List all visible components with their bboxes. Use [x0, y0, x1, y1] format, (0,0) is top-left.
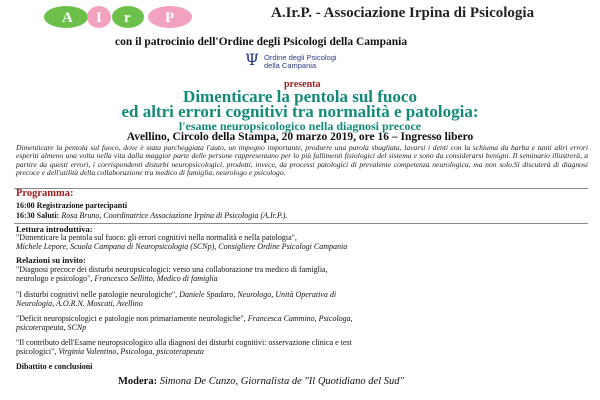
relazione-3-title: "Deficit neuropsicologici e patologie non primariamente neurologiche", [16, 314, 246, 323]
divider [14, 223, 588, 224]
ordine-logo-line1: Ordine degli Psicologi [264, 53, 337, 62]
ordine-psi-icon: Ψ [245, 50, 260, 69]
relazione-2-line1 [16, 290, 336, 299]
relazione-4-line2 [16, 347, 204, 356]
moderatore-name: Simona De Cunzo, Giornalista de "Il Quotidiano del Sud" [159, 376, 404, 387]
programma-item-registrazione: 16:00 Registrazione partecipanti [16, 201, 128, 210]
relazione-2-title: "I disturbi cognitivi nelle patologie neurologiche", [16, 290, 178, 299]
relazione-3-speaker-b: psicoterapeuta, SCNp [16, 323, 87, 332]
relazione-1-speaker: Francesco Sellitto, Medico di famiglia [94, 274, 218, 283]
ordine-logo-text [264, 54, 337, 69]
moderatore-label: Modera: [118, 376, 158, 387]
dibattito-label: Dibattito e conclusioni [16, 362, 93, 371]
event-intro-text: Dimenticare la pentola sul fuoco, dove è stata parcheggiata l'auto, un impegno importante, produrre una parola sbagliata, lavarsi i denti con la schiuma da barba e tanti altri errori esperiti almeno una volta nella vita dalla maggior parte delle persone rappresentano per lo più fallimenti fisiologici del sistema e sono da considerarsi benigni. Il seminario illustrerà, a partire da questi errori, i corrispondenti disturbi neuropsicologici, prodotti, invece, da processi patologici di prevalente competenza neurologica, ma non solo.Si discuterà di diagnosi precoce e dell'utilità della collaborazione tra medico di famiglia, neurologo e psicologo. [16, 143, 588, 177]
relazione-3-line1 [16, 314, 353, 323]
lettura-label: Lettura introduttiva: [16, 224, 93, 234]
relazione-3-speaker-a: Francesca Cammino, Psicologa, [247, 314, 353, 323]
event-subtitle: l'esame neuropsicologico nella diagnosi precoce [178, 119, 422, 133]
logo-letter-r: r [124, 10, 131, 26]
relazione-1-line2 [16, 274, 218, 283]
ordine-logo-line2: della Campania [264, 60, 317, 70]
moderatore-line [118, 376, 404, 387]
event-place-date: Avellino, Circolo della Stampa, 20 marzo 2019, ore 16 – Ingresso libero [126, 131, 474, 143]
lettura-speaker: Michele Lepore, Scuola Campana di Neuropsicologia (SCNp), Consigliere Ordine Psicologi Campania [16, 242, 348, 251]
patronage-text: con il patrocinio dell'Ordine degli Psicologi della Campania [115, 36, 408, 48]
relazione-4-speaker: Virginia Valentino, Psicologa, psicoterapeuta [58, 347, 204, 356]
org-name: A.Ir.P. - Associazione Irpina di Psicologia [271, 5, 535, 21]
event-title-line2: ed altri errori cognitivi tra normalità e patologia: [121, 102, 479, 121]
logo-letter-i: I [96, 10, 102, 26]
programma-label: Programma: [16, 188, 74, 199]
relazione-1-title-a: "Diagnosi precoce dei disturbi neuropsicologici: verso una collaborazione tra medico di famiglia, [16, 265, 328, 274]
logo-letter-a: A [62, 10, 73, 26]
relazioni-label: Relazioni su invito: [16, 255, 86, 265]
relazione-4-title-a: "Il contributo dell'Esame neuropsicologico alla diagnosi dei disturbi cognitivi: osservazione clinica e test [16, 338, 352, 347]
relazione-2-speaker-b: Neurologia, A.O.R.N. Moscati, Avellino [16, 299, 143, 308]
airp-logo [44, 4, 194, 30]
event-title-line1: Dimenticare la pentola sul fuoco [183, 87, 417, 106]
relazione-1-title-b: neurologo e psicologo", [16, 274, 93, 283]
relazione-2-speaker-a: Daniele Spadaro, Neurologo, Unità Operativa di [179, 290, 337, 299]
relazione-4-title-b: psicologici", [16, 347, 57, 356]
divider [14, 188, 588, 189]
saluti-speaker: Rosa Bruno, Coordinatrice Associazione Irpina di Psicologia (A.Ir.P.). [61, 211, 288, 220]
lettura-title: "Dimenticare la pentola sul fuoco: gli errori cognitivi nella normalità e nella patologia", [16, 233, 297, 242]
programma-item-saluti [16, 211, 287, 220]
presenta-label: presenta [284, 79, 321, 90]
saluti-time: 16:30 Saluti: [16, 211, 60, 220]
logo-letter-p: P [165, 10, 175, 26]
